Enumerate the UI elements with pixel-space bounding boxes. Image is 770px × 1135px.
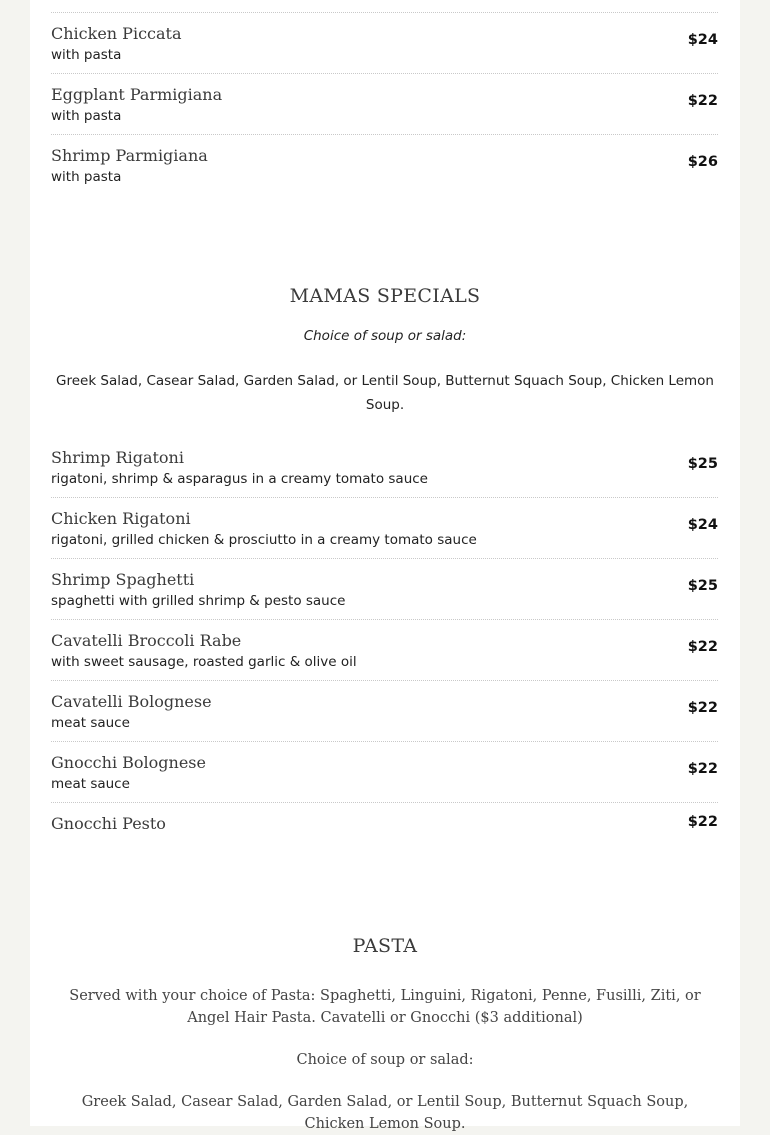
item-price: $24: [687, 517, 718, 533]
item-name: Chicken Piccata: [51, 24, 182, 43]
item-description: rigatoni, shrimp & asparagus in a creamy tomato sauce: [51, 471, 428, 487]
divider: [51, 802, 718, 803]
item-name: Shrimp Spaghetti: [51, 570, 195, 589]
item-description: with pasta: [51, 108, 122, 124]
item-description: spaghetti with grilled shrimp & pesto sauce: [51, 593, 346, 609]
item-price: $22: [687, 814, 718, 830]
item-name: Shrimp Parmigiana: [51, 146, 208, 165]
item-price: $25: [687, 456, 718, 472]
item-name: Chicken Rigatoni: [51, 509, 191, 528]
section-title-pasta: PASTA: [352, 935, 418, 957]
item-description: with sweet sausage, roasted garlic & olive oil: [51, 654, 357, 670]
divider: [51, 619, 718, 620]
soup-salad-options: Greek Salad, Casear Salad, Garden Salad, or Lentil Soup, Butternut Squach Soup, Chicken Lemon Soup.: [56, 373, 714, 413]
item-price: $22: [687, 93, 718, 109]
item-name: Shrimp Rigatoni: [51, 448, 184, 467]
pasta-served-note: Served with your choice of Pasta: Spaghetti, Linguini, Rigatoni, Penne, Fusilli, Ziti, or Angel Hair Pasta. Cavatelli or Gnocchi ($3 additional): [69, 988, 701, 1026]
item-name: Gnocchi Pesto: [51, 814, 166, 833]
item-price: $22: [687, 761, 718, 777]
section-title-mamas-specials: MAMAS SPECIALS: [289, 285, 481, 307]
choice-note: Choice of soup or salad:: [296, 1052, 474, 1068]
item-name: Cavatelli Broccoli Rabe: [51, 631, 242, 650]
item-price: $26: [687, 154, 718, 170]
menu-page: [30, 0, 740, 1132]
item-name: Eggplant Parmigiana: [51, 85, 223, 104]
item-description: with pasta: [51, 169, 122, 185]
divider: [51, 680, 718, 681]
divider: [51, 73, 718, 74]
divider: [51, 134, 718, 135]
item-description: with pasta: [51, 47, 122, 63]
item-price: $25: [687, 578, 718, 594]
item-price: $24: [687, 32, 718, 48]
item-price: $22: [687, 700, 718, 716]
item-description: rigatoni, grilled chicken & prosciutto in a creamy tomato sauce: [51, 532, 477, 548]
divider: [51, 497, 718, 498]
item-description: meat sauce: [51, 776, 130, 792]
item-description: meat sauce: [51, 715, 130, 731]
item-price: $22: [687, 639, 718, 655]
divider: [51, 741, 718, 742]
divider: [51, 558, 718, 559]
item-name: Cavatelli Bolognese: [51, 692, 212, 711]
soup-salad-options: Greek Salad, Casear Salad, Garden Salad, or Lentil Soup, Butternut Squach Soup, Chicken Lemon Soup.: [81, 1094, 689, 1132]
divider: [51, 12, 718, 13]
item-name: Gnocchi Bolognese: [51, 753, 206, 772]
choice-note: Choice of soup or salad:: [303, 328, 467, 344]
